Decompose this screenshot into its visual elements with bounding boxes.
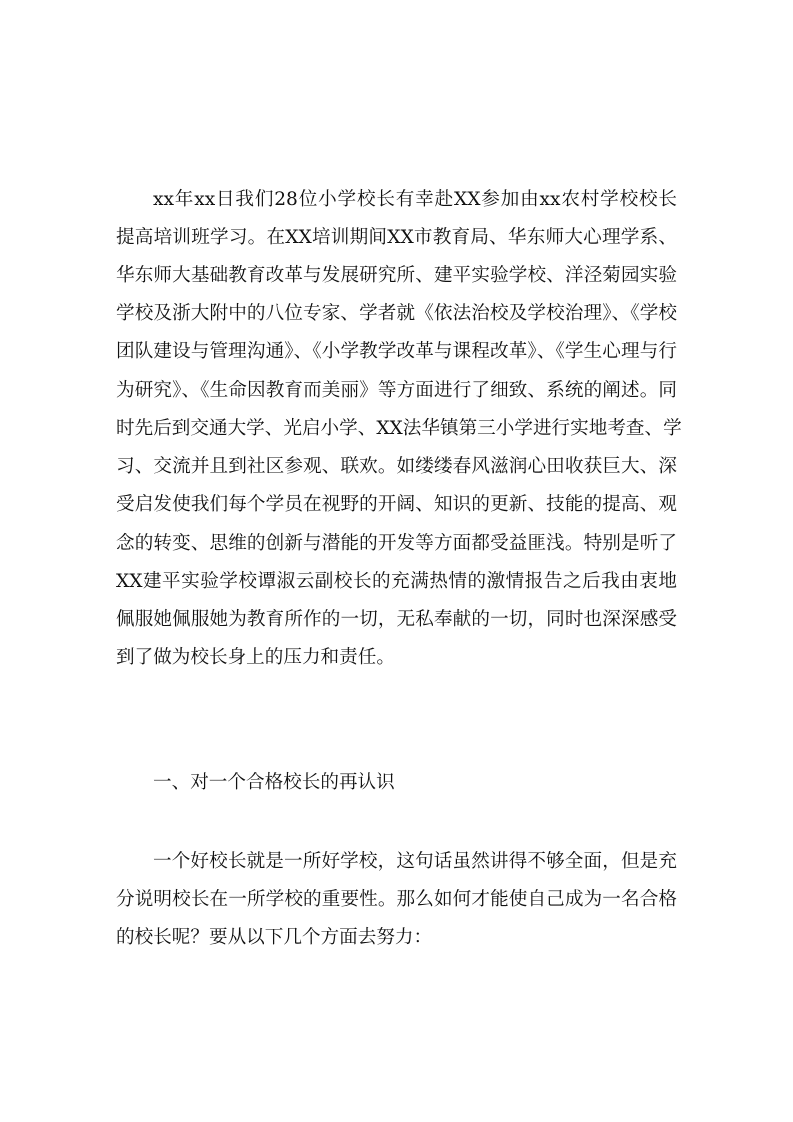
text-line: 受启发使我们每个学员在视野的开阔、知识的更新、技能的提高、观 — [116, 494, 677, 515]
text-line: 一个好校长就是一所好学校，这句话虽然讲得不够全面，但是充 — [153, 851, 677, 872]
text-line: 佩服她佩服她为教育所作的一切，无私奉献的一切，同时也深深感受 — [116, 609, 677, 630]
text-line: 时先后到交通大学、光启小学、XX法华镇第三小学进行实地考查、学 — [116, 418, 682, 439]
text-line: 习、交流并且到社区参观、联欢。如缕缕春风滋润心田收获巨大、深 — [116, 456, 677, 477]
text-line: 华东师大基础教育改革与发展研究所、建平实验学校、洋泾菊园实验 — [116, 265, 677, 286]
text-line: 分说明校长在一所学校的重要性。那么如何才能使自己成为一名合格 — [116, 889, 677, 910]
text-line: 的校长呢？要从以下几个方面去努力： — [116, 927, 433, 948]
text-line: xx年xx日我们28位小学校长有幸赴XX参加由xx农村学校校长 — [153, 189, 677, 210]
text-line: 为研究》、《生命因教育而美丽》等方面进行了细致、系统的阐述。同 — [116, 380, 677, 401]
section-heading: 一、对一个合格校长的再认识 — [153, 772, 395, 793]
text-line: 团队建设与管理沟通》、《小学教学改革与课程改革》、《学生心理与行 — [116, 341, 677, 362]
text-line: 念的转变、思维的创新与潜能的开发等方面都受益匪浅。特别是听了 — [116, 533, 677, 554]
text-line: 学校及浙大附中的八位专家、学者就《依法治校及学校治理》、《学校 — [116, 303, 677, 324]
text-line: XX建平实验学校谭淑云副校长的充满热情的激情报告之后我由衷地 — [116, 571, 677, 592]
text-line: 提高培训班学习。在XX培训期间XX市教育局、华东师大心理学系、 — [116, 227, 677, 248]
text-line: 到了做为校长身上的压力和责任。 — [116, 647, 395, 668]
